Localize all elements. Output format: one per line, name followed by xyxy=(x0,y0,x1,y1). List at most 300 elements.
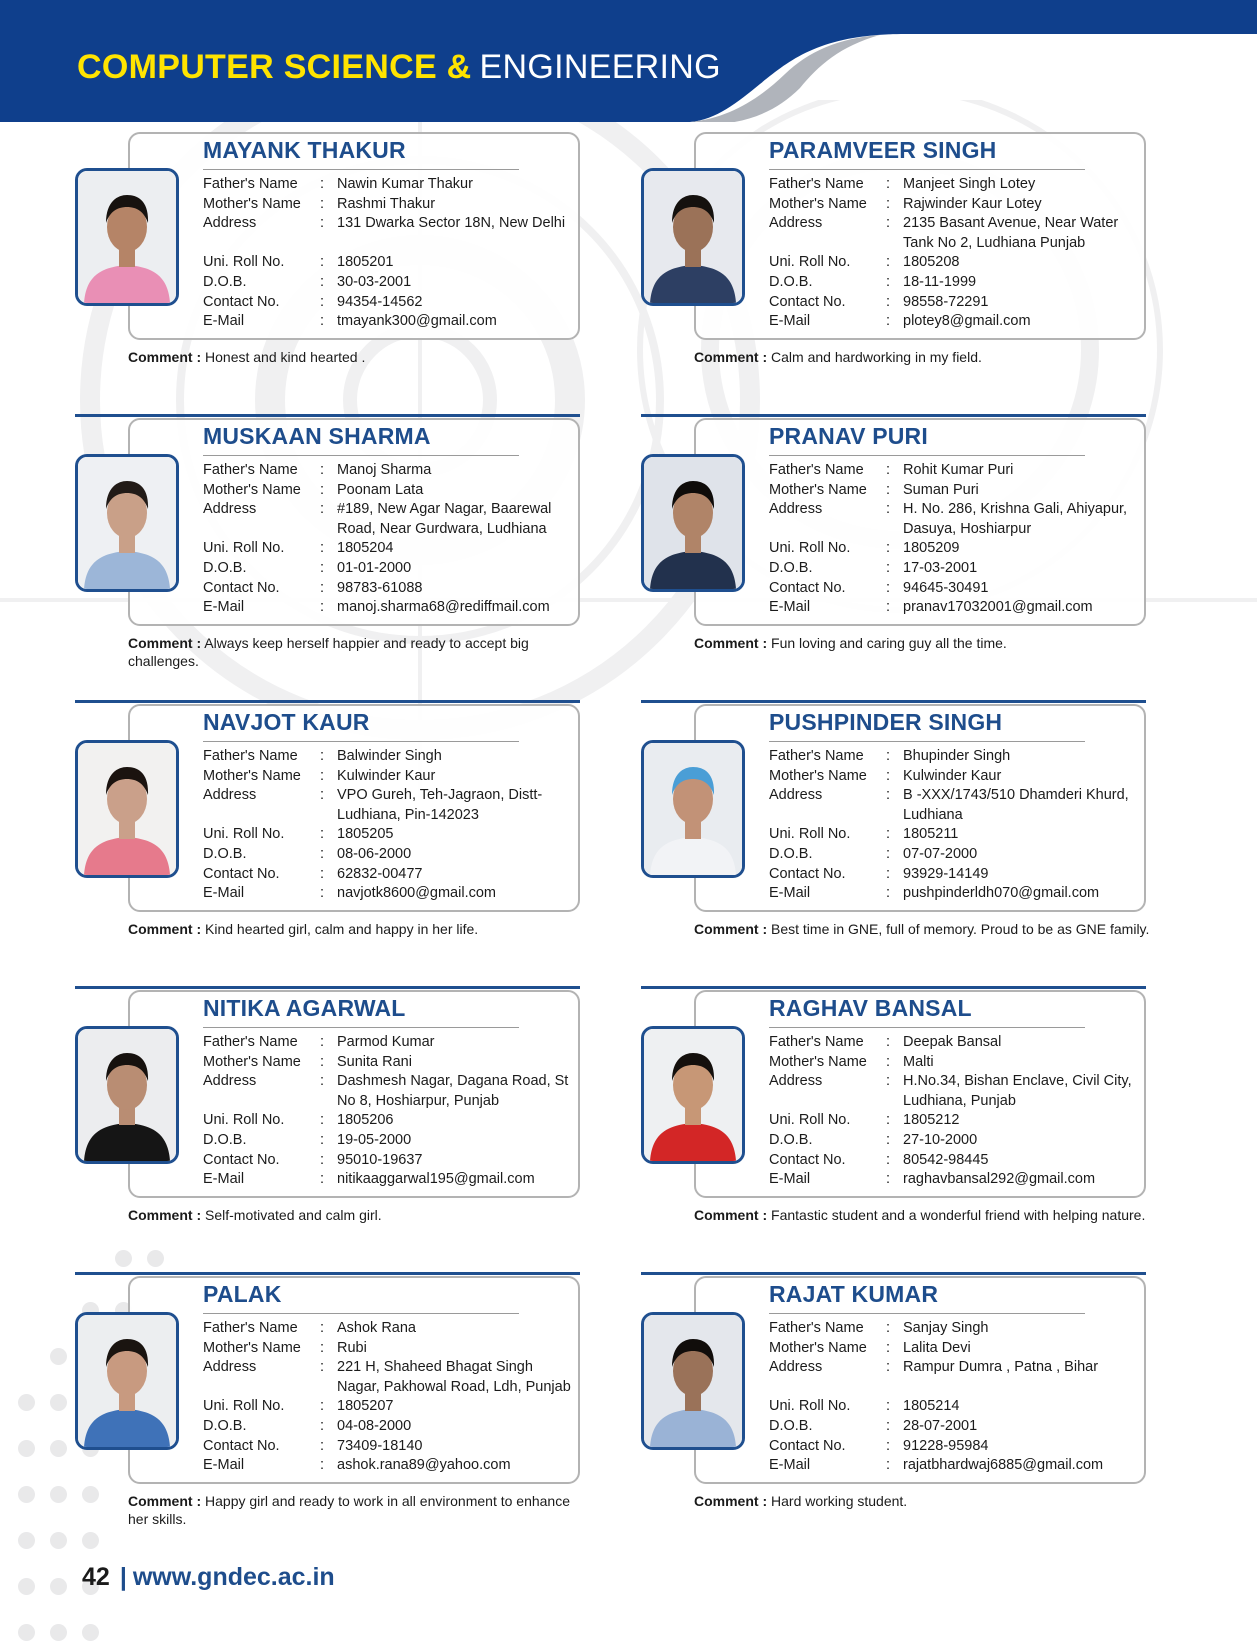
contact-label: Contact No. xyxy=(769,1151,846,1168)
colon: : xyxy=(886,176,891,192)
mother-label: Mother's Name xyxy=(203,1339,301,1356)
email-row xyxy=(769,312,1139,332)
address-row xyxy=(769,1358,1139,1378)
colon: : xyxy=(320,195,325,212)
student-name: RAJAT KUMAR xyxy=(769,1281,939,1307)
student-photo xyxy=(75,168,179,306)
dob-label: D.O.B. xyxy=(769,1417,813,1434)
contact-label: Contact No. xyxy=(769,293,846,310)
contact-row xyxy=(203,865,573,885)
colon: : xyxy=(886,845,891,862)
person-icon xyxy=(644,171,742,303)
student-photo xyxy=(641,1312,745,1450)
contact-value: 62832-00477 xyxy=(337,865,423,882)
dob-row xyxy=(769,1417,1139,1437)
student-entry-3 xyxy=(75,414,580,676)
colon: : xyxy=(320,1171,325,1188)
student-details xyxy=(203,747,573,904)
colon: : xyxy=(886,1437,891,1454)
email-label: E-Mail xyxy=(769,1171,811,1188)
roll-value: 1805201 xyxy=(337,254,394,271)
mother-row xyxy=(769,481,1139,501)
colon: : xyxy=(320,1398,325,1415)
address-spacer xyxy=(203,234,573,254)
person-icon xyxy=(78,743,176,875)
dob-row xyxy=(769,559,1139,579)
colon: : xyxy=(886,1359,891,1376)
colon: : xyxy=(320,293,325,310)
student-comment xyxy=(694,1206,1154,1224)
student-photo xyxy=(75,1026,179,1164)
student-photo xyxy=(641,454,745,592)
contact-row xyxy=(203,1151,573,1171)
address-label: Address xyxy=(203,501,257,518)
mother-label: Mother's Name xyxy=(203,1053,301,1070)
comment-text: Best time in GNE, full of memory. Proud to be as GNE family. xyxy=(771,921,1150,937)
roll-row xyxy=(769,825,1139,845)
colon: : xyxy=(320,1053,325,1070)
colon: : xyxy=(886,462,891,478)
section-divider xyxy=(641,414,1146,417)
student-details xyxy=(769,175,1139,332)
colon: : xyxy=(886,195,891,212)
roll-row xyxy=(203,1397,573,1417)
mother-value: Poonam Lata xyxy=(337,481,424,498)
roll-row xyxy=(203,253,573,273)
address-row xyxy=(203,500,573,539)
colon: : xyxy=(320,1320,325,1336)
email-row xyxy=(203,884,573,904)
mother-row xyxy=(203,1053,573,1073)
colon: : xyxy=(320,501,325,518)
student-details xyxy=(203,1033,573,1190)
address-label: Address xyxy=(203,787,257,804)
student-comment xyxy=(694,1492,1154,1510)
student-entry-2 xyxy=(641,128,1146,390)
dob-value: 08-06-2000 xyxy=(337,845,412,862)
contact-row xyxy=(769,1437,1139,1457)
student-comment xyxy=(128,920,588,938)
name-underline xyxy=(769,1027,1085,1028)
colon: : xyxy=(320,1131,325,1148)
dob-label: D.O.B. xyxy=(203,559,247,576)
name-underline xyxy=(203,169,519,170)
colon: : xyxy=(886,313,891,330)
contact-row xyxy=(769,579,1139,599)
person-icon xyxy=(644,457,742,589)
address-label: Address xyxy=(203,215,257,232)
address-label: Address xyxy=(769,787,823,804)
roll-label: Uni. Roll No. xyxy=(769,826,851,843)
colon: : xyxy=(320,599,325,616)
student-photo xyxy=(75,740,179,878)
colon: : xyxy=(886,273,891,290)
section-divider xyxy=(641,700,1146,703)
student-comment xyxy=(128,1206,588,1224)
comment-label: Comment : xyxy=(694,1493,768,1509)
student-entry-8 xyxy=(641,986,1146,1248)
colon: : xyxy=(886,885,891,902)
father-value: Ashok Rana xyxy=(337,1320,416,1336)
colon: : xyxy=(320,1457,325,1474)
contact-row xyxy=(769,1151,1139,1171)
roll-label: Uni. Roll No. xyxy=(203,254,285,271)
father-label: Father's Name xyxy=(203,462,298,478)
father-value: Nawin Kumar Thakur xyxy=(337,176,473,192)
father-row xyxy=(203,461,573,481)
email-value: plotey8@gmail.com xyxy=(903,313,1031,330)
email-label: E-Mail xyxy=(769,885,811,902)
roll-label: Uni. Roll No. xyxy=(769,1398,851,1415)
colon: : xyxy=(886,1034,891,1050)
email-label: E-Mail xyxy=(203,1457,245,1474)
student-details xyxy=(203,175,573,332)
address-value: Rampur Dumra , Patna , Bihar xyxy=(903,1359,1099,1376)
colon: : xyxy=(320,885,325,902)
address-value: VPO Gureh, Teh-Jagraon, Distt-Ludhiana, Pin-142023 xyxy=(337,787,543,823)
contact-value: 98783-61088 xyxy=(337,579,423,596)
colon: : xyxy=(886,865,891,882)
person-icon xyxy=(644,1315,742,1447)
roll-value: 1805211 xyxy=(903,826,959,843)
student-name: PUSHPINDER SINGH xyxy=(769,709,1003,735)
contact-row xyxy=(769,293,1139,313)
email-value: tmayank300@gmail.com xyxy=(337,313,497,330)
father-value: Parmod Kumar xyxy=(337,1034,435,1050)
dob-value: 17-03-2001 xyxy=(903,559,978,576)
roll-label: Uni. Roll No. xyxy=(769,254,851,271)
comment-text: Always keep herself happier and ready to accept big challenges. xyxy=(128,635,529,669)
email-value: manoj.sharma68@rediffmail.com xyxy=(337,599,550,616)
father-label: Father's Name xyxy=(203,748,298,764)
dob-row xyxy=(203,1131,573,1151)
mother-value: Rubi xyxy=(337,1339,367,1356)
student-comment xyxy=(694,920,1154,938)
colon: : xyxy=(886,501,891,518)
mother-value: Kulwinder Kaur xyxy=(903,767,1002,784)
comment-label: Comment : xyxy=(694,349,768,365)
mother-value: Rajwinder Kaur Lotey xyxy=(903,195,1042,212)
address-value: 2135 Basant Avenue, Near Water Tank No 2, Ludhiana Punjab xyxy=(903,215,1119,251)
comment-text: Calm and hardworking in my field. xyxy=(771,349,982,365)
colon: : xyxy=(320,826,325,843)
father-value: Deepak Bansal xyxy=(903,1034,1002,1050)
student-comment xyxy=(694,634,1154,652)
dob-row xyxy=(203,1417,573,1437)
mother-value: Rashmi Thakur xyxy=(337,195,436,212)
student-details xyxy=(769,1033,1139,1190)
roll-row xyxy=(769,1111,1139,1131)
roll-value: 1805205 xyxy=(337,826,394,843)
colon: : xyxy=(886,1457,891,1474)
page-title xyxy=(77,48,721,87)
mother-value: Malti xyxy=(903,1053,934,1070)
person-icon xyxy=(644,1029,742,1161)
student-entry-10 xyxy=(641,1272,1146,1534)
address-label: Address xyxy=(769,1073,823,1090)
student-name: NAVJOT KAUR xyxy=(203,709,370,735)
colon: : xyxy=(886,540,891,557)
contact-row xyxy=(203,1437,573,1457)
mother-row xyxy=(203,1339,573,1359)
student-comment xyxy=(128,348,588,366)
father-row xyxy=(769,747,1139,767)
dob-row xyxy=(769,1131,1139,1151)
roll-label: Uni. Roll No. xyxy=(203,540,285,557)
comment-label: Comment : xyxy=(128,635,202,651)
student-comment xyxy=(694,348,1154,366)
colon: : xyxy=(320,273,325,290)
email-row xyxy=(769,598,1139,618)
mother-row xyxy=(769,195,1139,215)
student-photo xyxy=(641,1026,745,1164)
student-name: PALAK xyxy=(203,1281,282,1307)
address-label: Address xyxy=(769,1359,823,1376)
roll-label: Uni. Roll No. xyxy=(769,1112,851,1129)
student-photo xyxy=(75,454,179,592)
colon: : xyxy=(886,748,891,764)
dob-value: 27-10-2000 xyxy=(903,1131,978,1148)
dob-value: 18-11-1999 xyxy=(903,273,977,290)
colon: : xyxy=(320,1112,325,1129)
address-value: H. No. 286, Krishna Gali, Ahiyapur, Dasuya, Hoshiarpur xyxy=(903,501,1128,537)
comment-text: Hard working student. xyxy=(771,1493,908,1509)
roll-row xyxy=(769,1397,1139,1417)
mother-row xyxy=(769,1339,1139,1359)
website-link[interactable]: www.gndec.ac.in xyxy=(132,1563,335,1591)
contact-value: 91228-95984 xyxy=(903,1437,989,1454)
contact-row xyxy=(769,865,1139,885)
address-label: Address xyxy=(769,501,823,518)
student-details xyxy=(769,461,1139,618)
email-value: ashok.rana89@yahoo.com xyxy=(337,1457,511,1474)
roll-row xyxy=(203,539,573,559)
email-row xyxy=(769,1170,1139,1190)
dob-value: 01-01-2000 xyxy=(337,559,412,576)
mother-value: Lalita Devi xyxy=(903,1339,971,1356)
mother-label: Mother's Name xyxy=(769,481,867,498)
email-label: E-Mail xyxy=(203,885,245,902)
address-value: 221 H, Shaheed Bhagat Singh Nagar, Pakhowal Road, Ldh, Punjab xyxy=(337,1359,571,1395)
section-divider xyxy=(641,1272,1146,1275)
person-icon xyxy=(644,743,742,875)
mother-label: Mother's Name xyxy=(203,767,301,784)
comment-text: Happy girl and ready to work in all environment to enhance her skills. xyxy=(128,1493,570,1527)
father-label: Father's Name xyxy=(769,462,864,478)
contact-label: Contact No. xyxy=(769,579,846,596)
father-label: Father's Name xyxy=(203,1320,298,1336)
mother-label: Mother's Name xyxy=(769,195,867,212)
email-row xyxy=(203,598,573,618)
dob-value: 04-08-2000 xyxy=(337,1417,412,1434)
father-value: Rohit Kumar Puri xyxy=(903,462,1014,478)
address-value: 131 Dwarka Sector 18N, New Delhi xyxy=(337,215,566,232)
mother-label: Mother's Name xyxy=(203,481,301,498)
colon: : xyxy=(320,1437,325,1454)
name-underline xyxy=(769,169,1085,170)
father-row xyxy=(769,1319,1139,1339)
father-value: Balwinder Singh xyxy=(337,748,442,764)
colon: : xyxy=(320,579,325,596)
father-row xyxy=(203,747,573,767)
father-value: Manoj Sharma xyxy=(337,462,432,478)
address-value: #189, New Agar Nagar, Baarewal Road, Near Gurdwara, Ludhiana xyxy=(337,501,552,537)
dob-label: D.O.B. xyxy=(769,845,813,862)
dob-label: D.O.B. xyxy=(769,1131,813,1148)
contact-value: 94354-14562 xyxy=(337,293,423,310)
comment-label: Comment : xyxy=(128,1493,202,1509)
dob-label: D.O.B. xyxy=(769,559,813,576)
roll-label: Uni. Roll No. xyxy=(203,826,285,843)
contact-row xyxy=(203,579,573,599)
contact-label: Contact No. xyxy=(203,293,280,310)
dob-value: 07-07-2000 xyxy=(903,845,978,862)
colon: : xyxy=(320,1151,325,1168)
comment-text: Honest and kind hearted . xyxy=(205,349,366,365)
email-value: pranav17032001@gmail.com xyxy=(903,599,1093,616)
comment-label: Comment : xyxy=(694,1207,768,1223)
person-icon xyxy=(78,457,176,589)
contact-value: 95010-19637 xyxy=(337,1151,423,1168)
colon: : xyxy=(320,1339,325,1356)
mother-row xyxy=(203,481,573,501)
person-icon xyxy=(78,1029,176,1161)
dob-row xyxy=(769,845,1139,865)
colon: : xyxy=(320,845,325,862)
colon: : xyxy=(886,787,891,804)
colon: : xyxy=(320,787,325,804)
colon: : xyxy=(886,1131,891,1148)
dob-label: D.O.B. xyxy=(203,273,247,290)
address-row xyxy=(769,786,1139,825)
dob-label: D.O.B. xyxy=(203,845,247,862)
colon: : xyxy=(320,481,325,498)
mother-row xyxy=(203,767,573,787)
email-value: navjotk8600@gmail.com xyxy=(337,885,496,902)
contact-label: Contact No. xyxy=(203,1151,280,1168)
student-photo xyxy=(75,1312,179,1450)
colon: : xyxy=(886,599,891,616)
mother-value: Kulwinder Kaur xyxy=(337,767,436,784)
dob-row xyxy=(203,273,573,293)
contact-value: 73409-18140 xyxy=(337,1437,423,1454)
email-label: E-Mail xyxy=(769,1457,811,1474)
colon: : xyxy=(886,254,891,271)
colon: : xyxy=(886,1073,891,1090)
student-comment xyxy=(128,1492,588,1528)
colon: : xyxy=(886,1417,891,1434)
student-details xyxy=(769,1319,1139,1476)
name-underline xyxy=(769,741,1085,742)
colon: : xyxy=(320,313,325,330)
person-icon xyxy=(78,171,176,303)
father-label: Father's Name xyxy=(769,176,864,192)
colon: : xyxy=(886,767,891,784)
dob-label: D.O.B. xyxy=(203,1131,247,1148)
dob-row xyxy=(203,845,573,865)
address-row xyxy=(769,214,1139,253)
colon: : xyxy=(886,1398,891,1415)
colon: : xyxy=(320,215,325,232)
comment-text: Fun loving and caring guy all the time. xyxy=(771,635,1007,651)
address-spacer xyxy=(769,1378,1139,1398)
colon: : xyxy=(320,1073,325,1090)
roll-label: Uni. Roll No. xyxy=(769,540,851,557)
student-photo xyxy=(641,168,745,306)
page-number: 42 xyxy=(82,1563,110,1591)
email-value: pushpinderldh070@gmail.com xyxy=(903,885,1100,902)
colon: : xyxy=(320,1034,325,1050)
colon: : xyxy=(886,481,891,498)
email-row xyxy=(203,1456,573,1476)
email-value: raghavbansal292@gmail.com xyxy=(903,1171,1096,1188)
roll-row xyxy=(769,539,1139,559)
dob-label: D.O.B. xyxy=(203,1417,247,1434)
contact-value: 98558-72291 xyxy=(903,293,989,310)
contact-label: Contact No. xyxy=(203,579,280,596)
comment-text: Fantastic student and a wonderful friend with helping nature. xyxy=(771,1207,1146,1223)
student-entry-5 xyxy=(75,700,580,962)
dob-row xyxy=(203,559,573,579)
father-value: Sanjay Singh xyxy=(903,1320,989,1336)
comment-label: Comment : xyxy=(694,921,768,937)
roll-label: Uni. Roll No. xyxy=(203,1398,285,1415)
email-row xyxy=(769,1456,1139,1476)
name-underline xyxy=(203,741,519,742)
colon: : xyxy=(886,1339,891,1356)
student-name: MAYANK THAKUR xyxy=(203,137,406,163)
address-row xyxy=(769,500,1139,539)
father-row xyxy=(203,175,573,195)
footer-separator: | xyxy=(119,1563,127,1591)
father-value: Bhupinder Singh xyxy=(903,748,1011,764)
colon: : xyxy=(320,767,325,784)
father-row xyxy=(203,1319,573,1339)
contact-label: Contact No. xyxy=(769,865,846,882)
comment-text: Self-motivated and calm girl. xyxy=(205,1207,382,1223)
student-entry-9 xyxy=(75,1272,580,1534)
contact-value: 80542-98445 xyxy=(903,1151,989,1168)
section-divider xyxy=(75,414,580,417)
email-label: E-Mail xyxy=(203,313,245,330)
colon: : xyxy=(320,462,325,478)
address-row xyxy=(769,1072,1139,1111)
colon: : xyxy=(320,254,325,271)
person-icon xyxy=(78,1315,176,1447)
address-label: Address xyxy=(203,1073,257,1090)
colon: : xyxy=(320,1359,325,1376)
email-label: E-Mail xyxy=(203,1171,245,1188)
comment-text: Kind hearted girl, calm and happy in her life. xyxy=(205,921,479,937)
student-entry-6 xyxy=(641,700,1150,962)
colon: : xyxy=(320,1417,325,1434)
roll-value: 1805206 xyxy=(337,1112,394,1129)
email-label: E-Mail xyxy=(203,599,245,616)
colon: : xyxy=(886,1151,891,1168)
student-entry-1 xyxy=(75,128,580,390)
name-underline xyxy=(769,455,1085,456)
email-label: E-Mail xyxy=(769,599,811,616)
contact-label: Contact No. xyxy=(769,1437,846,1454)
name-underline xyxy=(203,455,519,456)
roll-value: 1805214 xyxy=(903,1398,960,1415)
dob-row xyxy=(769,273,1139,293)
roll-value: 1805204 xyxy=(337,540,394,557)
roll-row xyxy=(769,253,1139,273)
dob-value: 19-05-2000 xyxy=(337,1131,412,1148)
father-label: Father's Name xyxy=(203,176,298,192)
colon: : xyxy=(886,293,891,310)
